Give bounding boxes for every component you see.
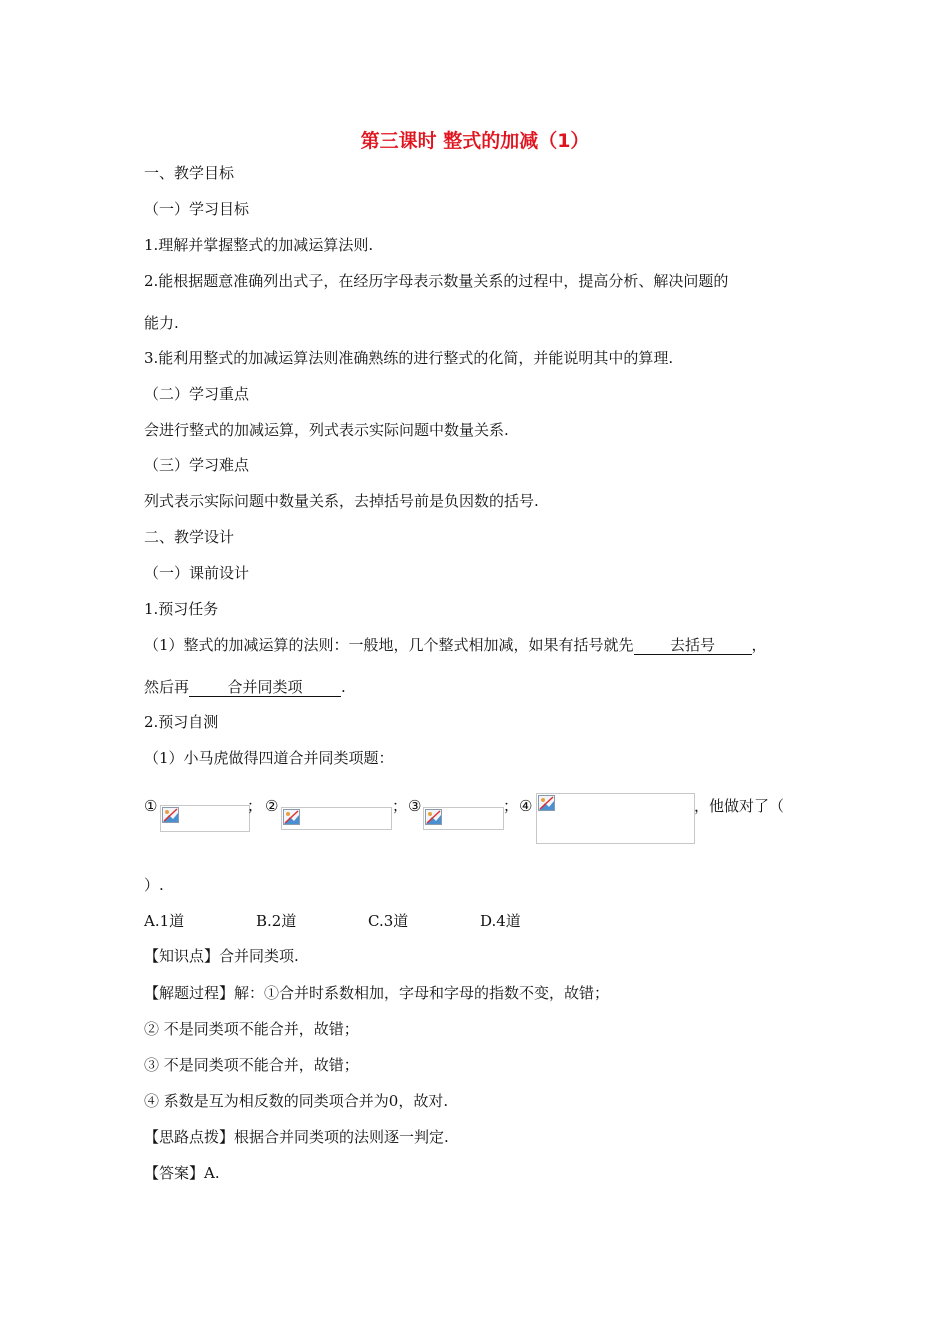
item-marker-4: ④ — [519, 797, 533, 815]
page-title: 第三课时 整式的加减（1） — [360, 130, 590, 152]
answer: 【答案】A. — [144, 1164, 220, 1182]
broken-image-icon — [283, 809, 300, 825]
rule2-text-post: . — [341, 678, 346, 696]
broken-image-icon — [538, 795, 555, 811]
formula-image-1 — [160, 805, 250, 832]
separator-3: ； — [503, 797, 519, 815]
rule-text-pre: （1）整式的加减运算的法则：一般地，几个整式相加减，如果有括号就先 — [144, 636, 634, 654]
question-close: ）. — [144, 876, 164, 894]
thinking-hint: 【思路点拨】根据合并同类项的法则逐一判定. — [144, 1128, 449, 1146]
fill-blank-2: 合并同类项 — [189, 678, 341, 697]
option-d: D.4道 — [480, 912, 521, 930]
item-marker-1: ① — [144, 797, 158, 815]
solution-step-2: ② 不是同类项不能合并，故错； — [144, 1020, 359, 1038]
solution-step-3: ③ 不是同类项不能合并，故错； — [144, 1056, 359, 1074]
solution-process: 【解题过程】解：①合并时系数相加，字母和字母的指数不变，故错； — [144, 984, 610, 1002]
difficulties-text: 列式表示实际问题中数量关系，去掉括号前是负因数的括号. — [144, 492, 539, 510]
goal-item-2-cont: 能力. — [144, 314, 179, 332]
fill-blank-1: 去括号 — [634, 636, 752, 655]
preview-task-heading: 1.预习任务 — [144, 600, 219, 618]
section-heading-objectives: 一、教学目标 — [144, 164, 235, 182]
solution-step-4: ④ 系数是互为相反数的同类项合并为0，故对. — [144, 1092, 449, 1110]
option-a: A.1道 — [144, 912, 185, 930]
subheading-difficulties: （三）学习难点 — [144, 456, 250, 474]
rule-sentence-cont — [144, 677, 346, 697]
knowledge-point: 【知识点】合并同类项. — [144, 947, 299, 965]
subheading-learning-goals: （一）学习目标 — [144, 200, 250, 218]
separator-2: ； — [392, 797, 408, 815]
goal-item-3: 3.能利用整式的加减运算法则准确熟练的进行整式的化简，并能说明其中的算理. — [144, 349, 674, 367]
self-test-heading: 2.预习自测 — [144, 713, 219, 731]
formula-image-2 — [281, 807, 392, 830]
formula-image-4 — [536, 793, 695, 844]
question-1-stem: （1）小马虎做得四道合并同类项题： — [144, 749, 394, 767]
item-marker-3: ③ — [408, 797, 422, 815]
item-marker-2: ② — [265, 797, 279, 815]
rule-sentence — [144, 635, 767, 655]
goal-item-2: 2.能根据题意准确列出式子，在经历字母表示数量关系的过程中，提高分析、解决问题的 — [144, 272, 729, 290]
option-b: B.2道 — [256, 912, 297, 930]
question-tail: ，他做对了（ — [694, 797, 785, 815]
broken-image-icon — [425, 809, 442, 825]
goal-item-1: 1.理解并掌握整式的加减运算法则. — [144, 236, 374, 254]
key-points-text: 会进行整式的加减运算，列式表示实际问题中数量关系. — [144, 421, 509, 439]
subheading-preclass: （一）课前设计 — [144, 564, 250, 582]
subheading-key-points: （二）学习重点 — [144, 385, 250, 403]
separator-1: ； — [247, 797, 263, 815]
section-heading-design: 二、教学设计 — [144, 528, 235, 546]
option-c: C.3道 — [368, 912, 409, 930]
formula-image-3 — [423, 807, 504, 830]
rule2-text-pre: 然后再 — [144, 678, 190, 696]
broken-image-icon — [162, 807, 179, 823]
rule-text-post: ， — [751, 636, 767, 654]
